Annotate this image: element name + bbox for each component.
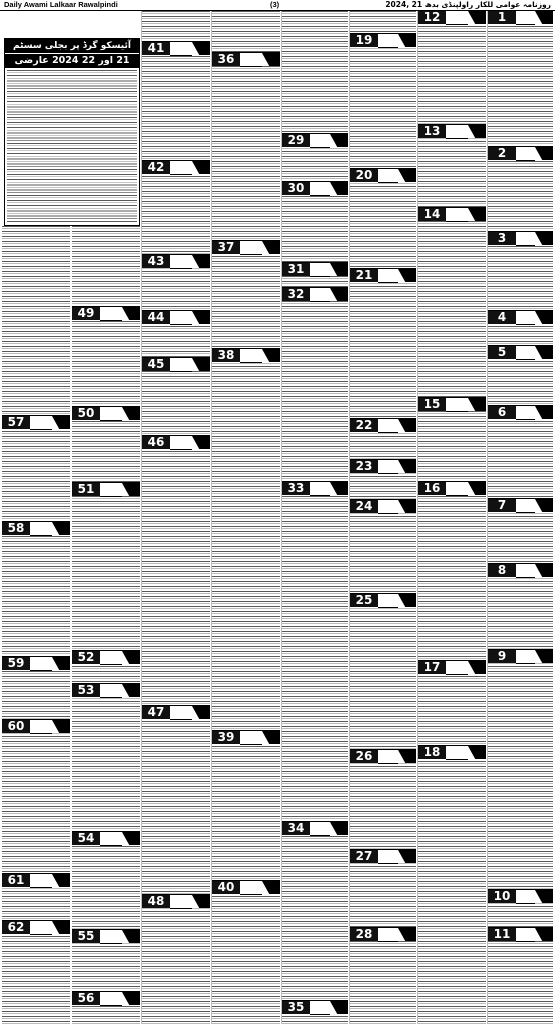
notice-number: 57 — [2, 416, 30, 429]
tag-ornament — [262, 349, 280, 362]
tag-rule — [446, 11, 468, 25]
notice-number: 35 — [282, 1001, 310, 1014]
notice-number: 10 — [488, 890, 516, 903]
tag-ornament — [535, 147, 553, 160]
notice-number-tag — [142, 435, 210, 449]
notice-number-tag — [350, 33, 416, 47]
column-divider — [281, 11, 282, 1024]
tag-ornament — [535, 406, 553, 419]
notice-number: 34 — [282, 822, 310, 835]
notice-number: 40 — [212, 881, 240, 894]
text-column — [282, 11, 348, 1024]
notice-number: 24 — [350, 500, 378, 513]
notice-number: 36 — [212, 53, 240, 66]
notice-number: 7 — [488, 499, 516, 512]
notice-number-tag — [350, 418, 416, 432]
notice-number-tag — [72, 683, 140, 697]
tag-ornament — [535, 928, 553, 941]
notice-number: 48 — [142, 895, 170, 908]
tag-ornament — [468, 661, 486, 674]
tag-rule — [378, 500, 398, 514]
tag-rule — [446, 746, 468, 760]
notice-number-tag — [72, 650, 140, 664]
notice-number: 39 — [212, 731, 240, 744]
tag-ornament — [398, 928, 416, 941]
tag-rule — [516, 346, 535, 360]
notice-number: 59 — [2, 657, 30, 670]
tag-ornament — [122, 307, 140, 320]
tag-ornament — [262, 731, 280, 744]
notice-number-tag — [350, 499, 416, 513]
tag-ornament — [398, 269, 416, 282]
notice-number: 29 — [282, 134, 310, 147]
notice-number-tag — [350, 593, 416, 607]
notice-number-tag — [350, 849, 416, 863]
tag-ornament — [192, 42, 210, 55]
tag-rule — [100, 684, 122, 698]
tag-rule — [378, 419, 398, 433]
tag-ornament — [535, 564, 553, 577]
notice-number-tag — [418, 745, 486, 759]
tag-rule — [240, 241, 262, 255]
notice-number-tag — [282, 262, 348, 276]
tag-ornament — [535, 346, 553, 359]
tag-ornament — [398, 169, 416, 182]
tag-ornament — [52, 921, 70, 934]
schedule-subtitle: 21 اور 22 2024 عارضی — [5, 54, 139, 68]
tag-rule — [170, 42, 192, 56]
tag-rule — [446, 482, 468, 496]
tag-ornament — [468, 482, 486, 495]
notice-number-tag — [418, 124, 486, 138]
masthead — [0, 0, 555, 10]
notice-number-tag — [2, 920, 70, 934]
notice-number: 31 — [282, 263, 310, 276]
notice-number: 37 — [212, 241, 240, 254]
tag-rule — [100, 992, 122, 1006]
tag-rule — [30, 522, 52, 536]
tag-ornament — [398, 500, 416, 513]
notice-number-tag — [350, 168, 416, 182]
tag-ornament — [122, 651, 140, 664]
notice-number-tag — [72, 406, 140, 420]
tag-ornament — [398, 460, 416, 473]
tag-ornament — [192, 255, 210, 268]
schedule-text — [7, 70, 137, 223]
text-column — [212, 11, 280, 1024]
text-column — [418, 11, 486, 1024]
notice-number: 25 — [350, 594, 378, 607]
notice-number: 54 — [72, 832, 100, 845]
notice-number-tag — [2, 415, 70, 429]
tag-ornament — [262, 53, 280, 66]
tag-rule — [170, 706, 192, 720]
notice-number: 22 — [350, 419, 378, 432]
notice-number: 49 — [72, 307, 100, 320]
tag-ornament — [192, 706, 210, 719]
tag-ornament — [468, 746, 486, 759]
notice-number-tag — [72, 482, 140, 496]
notice-number: 41 — [142, 42, 170, 55]
notice-number-tag — [72, 929, 140, 943]
notice-number: 6 — [488, 406, 516, 419]
tag-rule — [516, 147, 535, 161]
column-divider — [417, 11, 418, 1024]
notice-number-tag — [488, 146, 553, 160]
notice-number-tag — [142, 160, 210, 174]
notice-number: 46 — [142, 436, 170, 449]
tag-ornament — [122, 483, 140, 496]
notice-number: 53 — [72, 684, 100, 697]
notice-number: 21 — [350, 269, 378, 282]
tag-ornament — [535, 499, 553, 512]
notice-number: 4 — [488, 311, 516, 324]
notice-number: 52 — [72, 651, 100, 664]
notice-number: 17 — [418, 661, 446, 674]
tag-rule — [310, 263, 330, 277]
tag-ornament — [192, 358, 210, 371]
tag-ornament — [330, 482, 348, 495]
notice-number: 42 — [142, 161, 170, 174]
notice-number-tag — [142, 41, 210, 55]
tag-rule — [516, 564, 535, 578]
tag-rule — [170, 895, 192, 909]
notice-number-tag — [488, 927, 553, 941]
tag-rule — [100, 930, 122, 944]
notice-number-tag — [488, 231, 553, 245]
notice-number-tag — [142, 894, 210, 908]
notice-number: 9 — [488, 650, 516, 663]
notice-number: 30 — [282, 182, 310, 195]
tag-rule — [310, 1001, 330, 1015]
tag-rule — [446, 208, 468, 222]
notice-number-tag — [418, 397, 486, 411]
tag-rule — [30, 921, 52, 935]
tag-ornament — [398, 594, 416, 607]
tag-rule — [516, 928, 535, 942]
tag-rule — [446, 398, 468, 412]
tag-ornament — [468, 398, 486, 411]
notice-number: 33 — [282, 482, 310, 495]
tag-rule — [100, 483, 122, 497]
tag-rule — [516, 11, 535, 25]
tag-ornament — [192, 161, 210, 174]
tag-ornament — [535, 11, 553, 24]
tag-ornament — [535, 311, 553, 324]
tag-rule — [378, 594, 398, 608]
notice-number: 44 — [142, 311, 170, 324]
page-number: (3) — [270, 0, 280, 9]
tag-ornament — [398, 419, 416, 432]
notice-number-tag — [350, 459, 416, 473]
notice-number-tag — [350, 268, 416, 282]
tag-ornament — [122, 407, 140, 420]
notice-number-tag — [418, 481, 486, 495]
notice-number: 20 — [350, 169, 378, 182]
notice-number: 55 — [72, 930, 100, 943]
notice-number-tag — [2, 873, 70, 887]
tag-rule — [30, 416, 52, 430]
notice-number-tag — [142, 705, 210, 719]
tag-ornament — [52, 522, 70, 535]
notice-number: 15 — [418, 398, 446, 411]
tag-rule — [446, 661, 468, 675]
tag-ornament — [535, 650, 553, 663]
tag-ornament — [122, 992, 140, 1005]
notice-number-tag — [488, 498, 553, 512]
tag-rule — [516, 406, 535, 420]
notice-number-tag — [350, 927, 416, 941]
notice-number: 56 — [72, 992, 100, 1005]
tag-ornament — [535, 890, 553, 903]
tag-rule — [240, 349, 262, 363]
tag-ornament — [262, 241, 280, 254]
notice-number: 23 — [350, 460, 378, 473]
tag-ornament — [468, 125, 486, 138]
notice-number: 5 — [488, 346, 516, 359]
tag-rule — [170, 161, 192, 175]
notice-number: 18 — [418, 746, 446, 759]
notice-number: 27 — [350, 850, 378, 863]
tag-ornament — [535, 232, 553, 245]
notice-number-tag — [72, 831, 140, 845]
tag-rule — [240, 731, 262, 745]
tag-rule — [30, 657, 52, 671]
tag-ornament — [330, 263, 348, 276]
notice-number-tag — [418, 10, 486, 24]
tag-rule — [310, 288, 330, 302]
notice-number-tag — [2, 719, 70, 733]
tag-rule — [100, 407, 122, 421]
tag-ornament — [468, 208, 486, 221]
masthead-urdu: روزنامہ عوامی للکار راولپنڈی بدھ 21 ,2024 — [385, 0, 551, 9]
notice-number-tag — [282, 821, 348, 835]
tag-rule — [378, 460, 398, 474]
notice-number: 16 — [418, 482, 446, 495]
notice-number-tag — [212, 880, 280, 894]
notice-number-tag — [488, 889, 553, 903]
notice-number: 45 — [142, 358, 170, 371]
column-divider — [487, 11, 488, 1024]
tag-rule — [378, 34, 398, 48]
tag-rule — [170, 311, 192, 325]
text-column — [488, 11, 553, 1024]
notice-number: 8 — [488, 564, 516, 577]
tag-ornament — [262, 881, 280, 894]
tag-ornament — [122, 930, 140, 943]
tag-ornament — [330, 822, 348, 835]
notice-number: 62 — [2, 921, 30, 934]
notice-number-tag — [212, 240, 280, 254]
newspaper-name: Daily Awami Lalkaar Rawalpindi — [4, 0, 118, 9]
tag-ornament — [52, 874, 70, 887]
notice-number-tag — [488, 345, 553, 359]
column-divider — [349, 11, 350, 1024]
notice-number: 1 — [488, 11, 516, 24]
notice-number-tag — [282, 181, 348, 195]
column-divider — [211, 11, 212, 1024]
tag-ornament — [122, 832, 140, 845]
notice-number: 3 — [488, 232, 516, 245]
schedule-title: آئیسکو گرڈ پر بجلی سسٹم — [5, 39, 139, 53]
notice-number: 32 — [282, 288, 310, 301]
tag-rule — [378, 169, 398, 183]
load-shedding-schedule-box — [4, 38, 140, 226]
tag-ornament — [192, 895, 210, 908]
notice-number-tag — [2, 521, 70, 535]
notice-number-tag — [418, 207, 486, 221]
notice-number-tag — [418, 660, 486, 674]
notice-number: 38 — [212, 349, 240, 362]
notice-number-tag — [350, 749, 416, 763]
notice-number-tag — [142, 357, 210, 371]
tag-ornament — [398, 34, 416, 47]
tag-rule — [516, 890, 535, 904]
tag-rule — [310, 182, 330, 196]
notice-number-tag — [212, 730, 280, 744]
notice-number: 13 — [418, 125, 446, 138]
tag-ornament — [192, 311, 210, 324]
notice-number: 43 — [142, 255, 170, 268]
notice-number-tag — [488, 10, 553, 24]
notice-number-tag — [488, 310, 553, 324]
notice-number-tag — [142, 310, 210, 324]
tag-ornament — [330, 288, 348, 301]
notice-number-tag — [72, 306, 140, 320]
tag-ornament — [398, 850, 416, 863]
tag-rule — [100, 307, 122, 321]
tag-rule — [310, 822, 330, 836]
notice-number-tag — [282, 481, 348, 495]
tag-rule — [310, 134, 330, 148]
notice-number: 12 — [418, 11, 446, 24]
tag-rule — [240, 881, 262, 895]
notice-number-tag — [2, 656, 70, 670]
text-column — [350, 11, 416, 1024]
notice-number: 19 — [350, 34, 378, 47]
notice-number: 51 — [72, 483, 100, 496]
tag-rule — [516, 650, 535, 664]
tag-ornament — [330, 134, 348, 147]
tag-rule — [516, 232, 535, 246]
tag-rule — [516, 311, 535, 325]
tag-rule — [240, 53, 262, 67]
notice-number: 26 — [350, 750, 378, 763]
tag-ornament — [330, 182, 348, 195]
notice-number-tag — [282, 1000, 348, 1014]
tag-ornament — [398, 750, 416, 763]
notice-number: 47 — [142, 706, 170, 719]
tag-rule — [378, 750, 398, 764]
tag-rule — [100, 651, 122, 665]
tag-rule — [310, 482, 330, 496]
text-column — [72, 226, 140, 1024]
tag-rule — [30, 720, 52, 734]
notice-number: 61 — [2, 874, 30, 887]
notice-number-tag — [282, 133, 348, 147]
notice-number-tag — [488, 563, 553, 577]
notice-number: 2 — [488, 147, 516, 160]
tag-rule — [446, 125, 468, 139]
notice-number-tag — [488, 649, 553, 663]
notice-number: 11 — [488, 928, 516, 941]
tag-rule — [170, 358, 192, 372]
tag-rule — [378, 928, 398, 942]
tag-ornament — [52, 416, 70, 429]
tag-ornament — [330, 1001, 348, 1014]
text-column — [2, 226, 70, 1024]
tag-ornament — [52, 657, 70, 670]
notice-number: 50 — [72, 407, 100, 420]
notice-number-tag — [488, 405, 553, 419]
notice-number-tag — [212, 52, 280, 66]
notice-number: 14 — [418, 208, 446, 221]
notice-number-tag — [282, 287, 348, 301]
notice-number-tag — [212, 348, 280, 362]
tag-ornament — [52, 720, 70, 733]
tag-ornament — [468, 11, 486, 24]
notice-number: 28 — [350, 928, 378, 941]
tag-ornament — [192, 436, 210, 449]
tag-rule — [516, 499, 535, 513]
tag-rule — [30, 874, 52, 888]
tag-rule — [100, 832, 122, 846]
tag-rule — [378, 269, 398, 283]
notice-number-tag — [142, 254, 210, 268]
tag-rule — [170, 436, 192, 450]
tag-ornament — [122, 684, 140, 697]
notice-number-tag — [72, 991, 140, 1005]
tag-rule — [378, 850, 398, 864]
tag-rule — [170, 255, 192, 269]
notice-number: 60 — [2, 720, 30, 733]
notice-number: 58 — [2, 522, 30, 535]
